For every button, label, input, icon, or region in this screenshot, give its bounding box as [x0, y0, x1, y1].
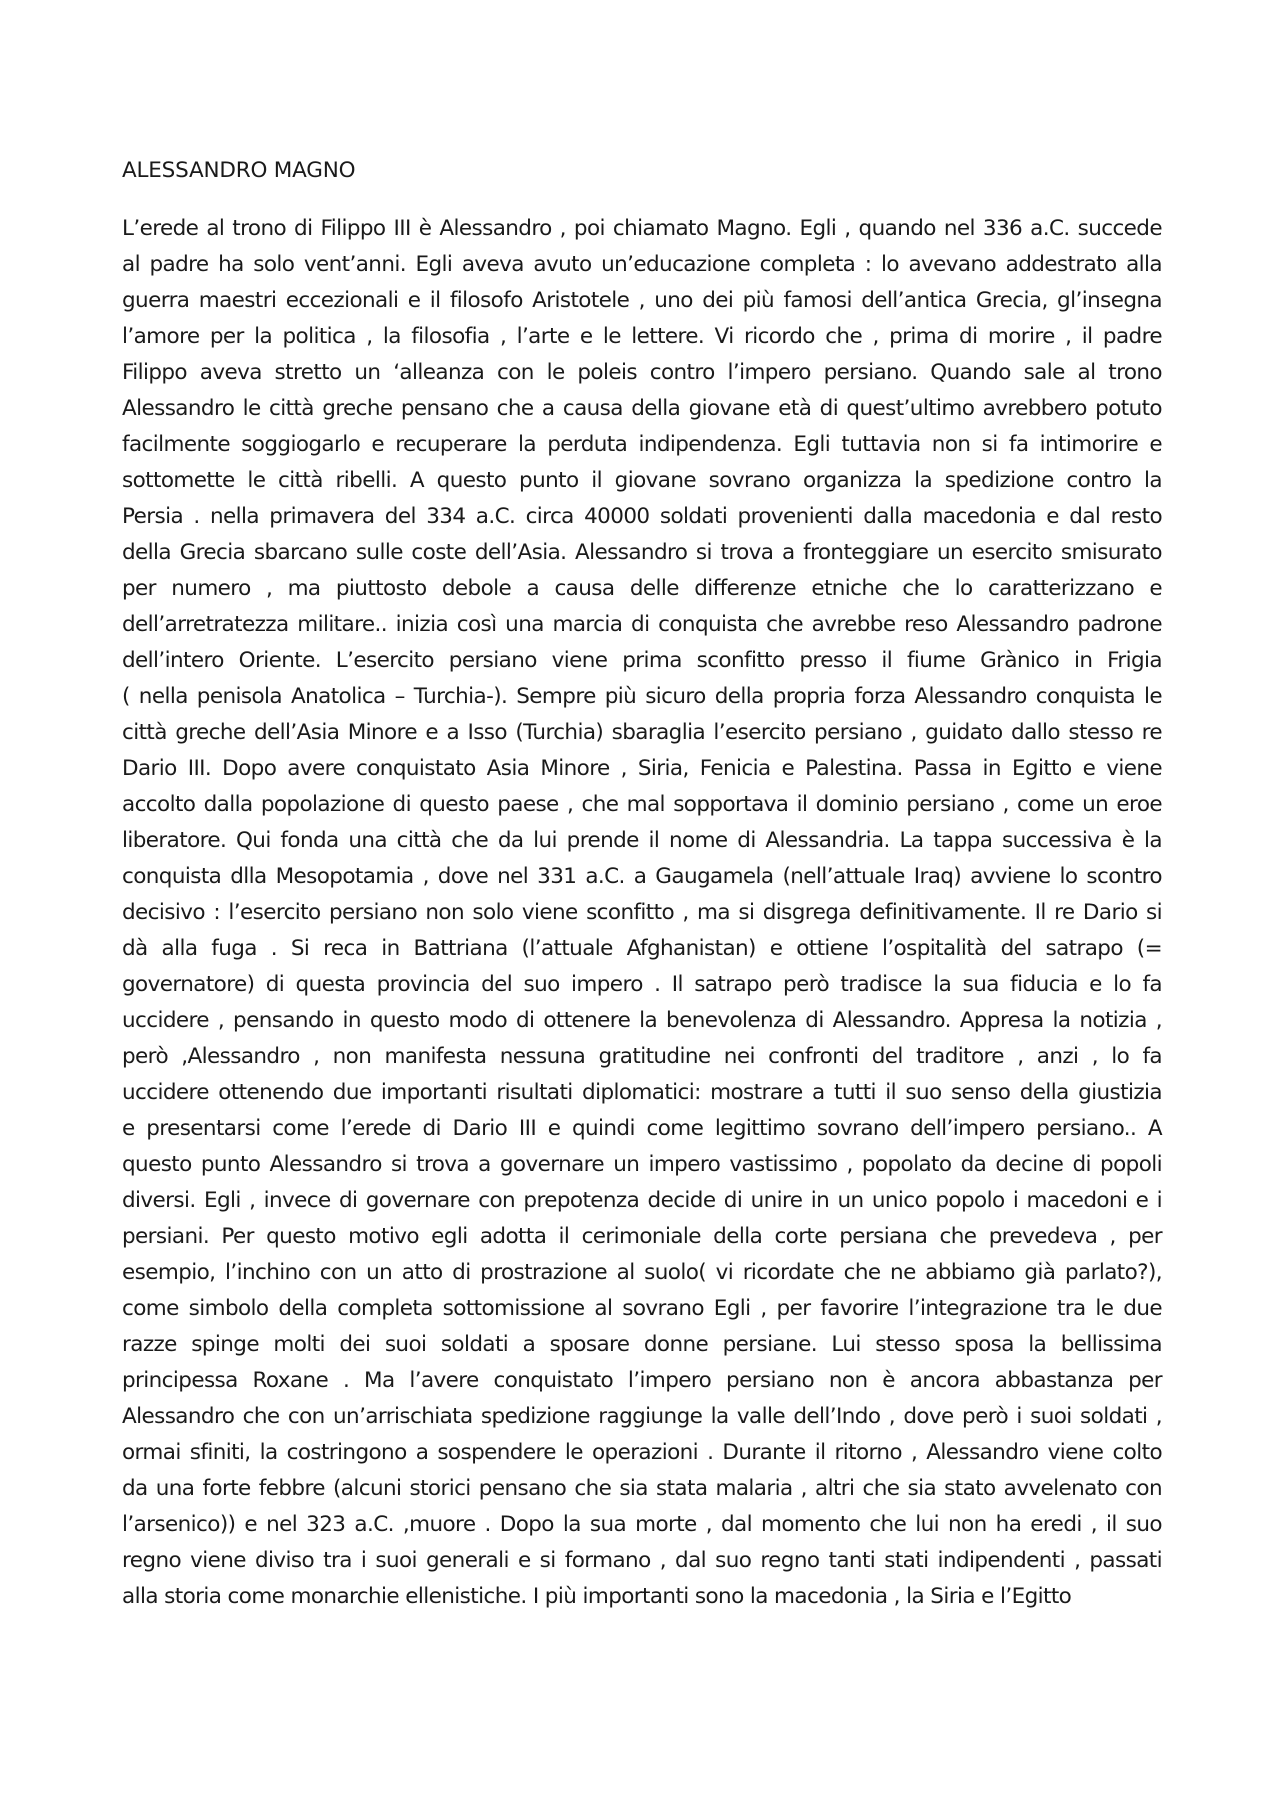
- body-line: questo punto Alessandro si trova a governare un impero vastissimo , popolato da decine di popoli: [122, 1152, 1162, 1177]
- body-line: uccidere , pensando in questo modo di ottenere la benevolenza di Alessandro. Appresa la notizia ,: [122, 1008, 1162, 1033]
- body-line: persiani. Per questo motivo egli adotta il cerimoniale della corte persiana che prevedeva , per: [122, 1224, 1162, 1249]
- body-line: diversi. Egli , invece di governare con prepotenza decide di unire in un unico popolo i macedoni e i: [122, 1188, 1162, 1213]
- body-line: Persia . nella primavera del 334 a.C. circa 40000 soldati provenienti dalla macedonia e dal resto: [122, 504, 1162, 529]
- body-line: principessa Roxane . Ma l’avere conquistato l’impero persiano non è ancora abbastanza per: [122, 1368, 1162, 1393]
- body-line: uccidere ottenendo due importanti risultati diplomatici: mostrare a tutti il suo senso della giustizia: [122, 1080, 1162, 1105]
- body-line: dell’intero Oriente. L’esercito persiano viene prima sconfitto presso il fiume Grànico in Frigia: [122, 648, 1162, 673]
- body-line: per numero , ma piuttosto debole a causa delle differenze etniche che lo caratterizzano e: [122, 576, 1162, 601]
- body-line: conquista dlla Mesopotamia , dove nel 331 a.C. a Gaugamela (nell’attuale Iraq) avviene lo scontro: [122, 864, 1162, 889]
- body-line: governatore) di questa provincia del suo impero . Il satrapo però tradisce la sua fiducia e lo fa: [122, 972, 1162, 997]
- body-line: regno viene diviso tra i suoi generali e si formano , dal suo regno tanti stati indipendenti , passati: [122, 1548, 1162, 1573]
- body-line: liberatore. Qui fonda una città che da lui prende il nome di Alessandria. La tappa successiva è la: [122, 828, 1162, 853]
- body-line: razze spinge molti dei suoi soldati a sposare donne persiane. Lui stesso sposa la bellissima: [122, 1332, 1162, 1357]
- body-line: decisivo : l’esercito persiano non solo viene sconfitto , ma si disgrega definitivamente. Il re Dario si: [122, 900, 1162, 925]
- body-line: Alessandro che con un’arrischiata spedizione raggiunge la valle dell’Indo , dove però i suoi soldati ,: [122, 1404, 1162, 1429]
- document-title: ALESSANDRO MAGNO: [122, 158, 356, 183]
- body-line: Alessandro le città greche pensano che a causa della giovane età di quest’ultimo avrebbero potuto: [122, 396, 1162, 421]
- body-line: l’amore per la politica , la filosofia , l’arte e le lettere. Vi ricordo che , prima di morire , il padre: [122, 324, 1162, 349]
- body-line: sottomette le città ribelli. A questo punto il giovane sovrano organizza la spedizione contro la: [122, 468, 1162, 493]
- body-line: della Grecia sbarcano sulle coste dell’Asia. Alessandro si trova a fronteggiare un esercito smisurato: [122, 540, 1162, 565]
- body-line: Filippo aveva stretto un ‘alleanza con le poleis contro l’impero persiano. Quando sale al trono: [122, 360, 1162, 385]
- document-body: [122, 211, 1162, 1615]
- body-line: l’arsenico)) e nel 323 a.C. ,muore . Dopo la sua morte , dal momento che lui non ha eredi , il suo: [122, 1512, 1162, 1537]
- body-line: dà alla fuga . Si reca in Battriana (l’attuale Afghanistan) e ottiene l’ospitalità del satrapo (=: [122, 936, 1162, 961]
- body-line: accolto dalla popolazione di questo paese , che mal sopportava il dominio persiano , come un eroe: [122, 792, 1162, 817]
- body-line: dell’arretratezza militare.. inizia così una marcia di conquista che avrebbe reso Alessandro padrone: [122, 612, 1162, 637]
- body-line: ormai sfiniti, la costringono a sospendere le operazioni . Durante il ritorno , Alessandro viene colto: [122, 1440, 1162, 1465]
- body-line: come simbolo della completa sottomissione al sovrano Egli , per favorire l’integrazione tra le due: [122, 1296, 1162, 1321]
- body-line: città greche dell’Asia Minore e a Isso (Turchia) sbaraglia l’esercito persiano , guidato dallo stesso re: [122, 720, 1162, 745]
- body-line: guerra maestri eccezionali e il filosofo Aristotele , uno dei più famosi dell’antica Grecia, gl’insegna: [122, 288, 1162, 313]
- body-line: alla storia come monarchie ellenistiche. I più importanti sono la macedonia , la Siria e l’Egitto: [122, 1584, 1072, 1609]
- body-line: Dario III. Dopo avere conquistato Asia Minore , Siria, Fenicia e Palestina. Passa in Egitto e viene: [122, 756, 1162, 781]
- body-line: però ,Alessandro , non manifesta nessuna gratitudine nei confronti del traditore , anzi , lo fa: [122, 1044, 1162, 1069]
- body-line: ( nella penisola Anatolica – Turchia-). Sempre più sicuro della propria forza Alessandro conquista le: [122, 684, 1162, 709]
- body-line: al padre ha solo vent’anni. Egli aveva avuto un’educazione completa : lo avevano addestrato alla: [122, 252, 1162, 277]
- body-line: facilmente soggiogarlo e recuperare la perduta indipendenza. Egli tuttavia non si fa intimorire e: [122, 432, 1162, 457]
- body-line: e presentarsi come l’erede di Dario III e quindi come legittimo sovrano dell’impero persiano.. A: [122, 1116, 1162, 1141]
- body-line: da una forte febbre (alcuni storici pensano che sia stata malaria , altri che sia stato avvelenato con: [122, 1476, 1162, 1501]
- body-line: esempio, l’inchino con un atto di prostrazione al suolo( vi ricordate che ne abbiamo già parlato?),: [122, 1260, 1162, 1285]
- body-line: L’erede al trono di Filippo III è Alessandro , poi chiamato Magno. Egli , quando nel 336 a.C. succede: [122, 216, 1162, 241]
